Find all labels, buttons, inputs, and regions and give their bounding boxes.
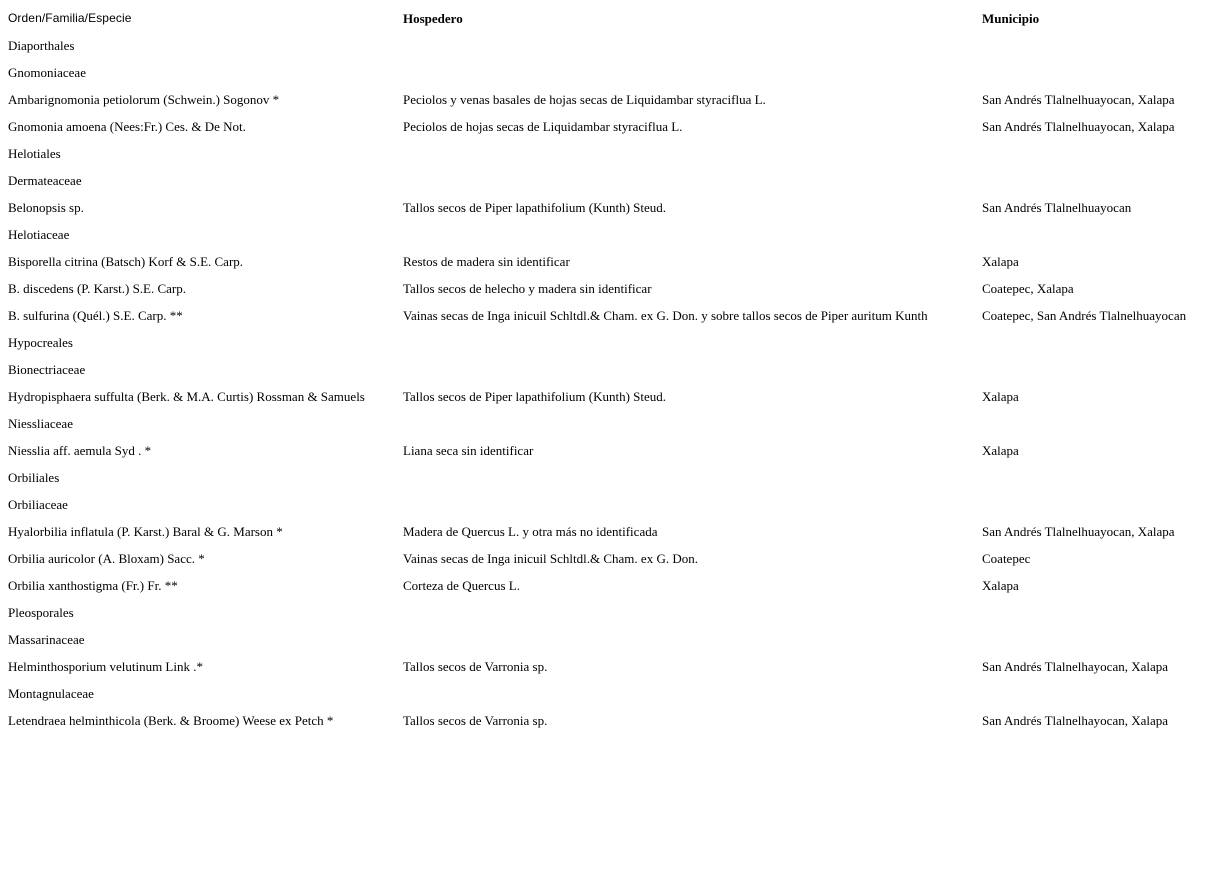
municipality-cell: Xalapa	[982, 254, 1019, 269]
municipality-cell	[982, 464, 1207, 491]
municipality-cell	[982, 599, 1207, 626]
taxon-cell: Ambarignomonia petiolorum (Schwein.) Sogonov *	[8, 92, 280, 107]
table-row	[8, 518, 1207, 545]
table-row	[8, 437, 1207, 464]
host-cell: Vainas secas de Inga inicuil Schltdl.& Cham. ex G. Don.	[403, 551, 698, 566]
host-cell: Tallos secos de Varronia sp.	[403, 659, 548, 674]
table-row	[8, 59, 1207, 86]
taxon-cell: Orbiliaceae	[8, 497, 68, 512]
taxon-cell: Hypocreales	[8, 335, 73, 350]
host-cell: Peciolos de hojas secas de Liquidambar styraciflua L.	[403, 119, 683, 134]
municipality-cell	[982, 626, 1207, 653]
municipality-cell: Xalapa	[982, 578, 1019, 593]
municipality-cell: Xalapa	[982, 443, 1019, 458]
municipality-cell	[982, 329, 1207, 356]
host-cell	[403, 599, 982, 626]
municipality-cell: San Andrés Tlalnelhayocan, Xalapa	[982, 659, 1169, 674]
table-row	[8, 248, 1207, 275]
municipality-cell: Coatepec, San Andrés Tlalnelhuayocan	[982, 308, 1187, 323]
host-cell	[403, 356, 982, 383]
host-cell: Tallos secos de Varronia sp.	[403, 713, 548, 728]
taxon-cell: Gnomoniaceae	[8, 65, 86, 80]
table-row	[8, 545, 1207, 572]
municipality-cell: Xalapa	[982, 389, 1019, 404]
table-row	[8, 410, 1207, 437]
host-cell	[403, 464, 982, 491]
table-row	[8, 140, 1207, 167]
host-cell: Tallos secos de Piper lapathifolium (Kunth) Steud.	[403, 200, 667, 215]
table-row	[8, 653, 1207, 680]
host-cell: Corteza de Quercus L.	[403, 578, 520, 593]
table-row	[8, 167, 1207, 194]
taxon-cell: B. discedens (P. Karst.) S.E. Carp.	[8, 281, 187, 296]
municipality-cell	[982, 356, 1207, 383]
taxon-cell: Diaporthales	[8, 38, 75, 53]
host-cell	[403, 626, 982, 653]
host-cell	[403, 680, 982, 707]
table-row	[8, 86, 1207, 113]
table-row	[8, 599, 1207, 626]
municipality-cell: San Andrés Tlalnelhuayocan, Xalapa	[982, 92, 1175, 107]
municipality-cell: San Andrés Tlalnelhuayocan, Xalapa	[982, 119, 1175, 134]
column-header-host: Hospedero	[403, 11, 463, 26]
municipality-cell: Coatepec	[982, 551, 1031, 566]
table-row	[8, 329, 1207, 356]
taxon-cell: Helotiaceae	[8, 227, 70, 242]
taxon-cell: Orbilia auricolor (A. Bloxam) Sacc. *	[8, 551, 205, 566]
table-row	[8, 113, 1207, 140]
municipality-cell	[982, 221, 1207, 248]
municipality-cell	[982, 410, 1207, 437]
taxon-cell: B. sulfurina (Quél.) S.E. Carp. **	[8, 308, 183, 323]
municipality-cell: San Andrés Tlalnelhuayocan	[982, 200, 1132, 215]
table-row	[8, 356, 1207, 383]
header-row	[8, 5, 1207, 32]
host-cell	[403, 329, 982, 356]
column-header-municipality: Municipio	[982, 11, 1040, 26]
taxon-cell: Helminthosporium velutinum Link .*	[8, 659, 203, 674]
host-cell	[403, 167, 982, 194]
taxon-cell: Hydropisphaera suffulta (Berk. & M.A. Curtis) Rossman & Samuels	[8, 389, 365, 404]
municipality-cell: San Andrés Tlalnelhuayocan, Xalapa	[982, 524, 1175, 539]
municipality-cell: San Andrés Tlalnelhayocan, Xalapa	[982, 713, 1169, 728]
column-header-taxon: Orden/Familia/Especie	[8, 11, 132, 25]
host-cell: Restos de madera sin identificar	[403, 254, 570, 269]
table-row	[8, 221, 1207, 248]
taxon-cell: Helotiales	[8, 146, 61, 161]
taxon-cell: Orbilia xanthostigma (Fr.) Fr. **	[8, 578, 178, 593]
host-cell: Vainas secas de Inga inicuil Schltdl.& Cham. ex G. Don. y sobre tallos secos de Piper auritum Kunth	[403, 308, 928, 323]
taxon-cell: Dermateaceae	[8, 173, 82, 188]
taxon-cell: Montagnulaceae	[8, 686, 94, 701]
municipality-cell	[982, 167, 1207, 194]
taxon-cell: Bionectriaceae	[8, 362, 86, 377]
host-cell	[403, 32, 982, 59]
table-row	[8, 32, 1207, 59]
municipality-cell	[982, 59, 1207, 86]
taxon-cell: Massarinaceae	[8, 632, 85, 647]
taxon-cell: Gnomonia amoena (Nees:Fr.) Ces. & De Not.	[8, 119, 246, 134]
taxon-cell: Belonopsis sp.	[8, 200, 84, 215]
host-cell	[403, 491, 982, 518]
host-cell	[403, 410, 982, 437]
table-row	[8, 680, 1207, 707]
taxon-cell: Pleosporales	[8, 605, 74, 620]
table-row	[8, 275, 1207, 302]
host-cell	[403, 221, 982, 248]
host-cell: Madera de Quercus L. y otra más no identificada	[403, 524, 658, 539]
municipality-cell	[982, 140, 1207, 167]
table-row	[8, 194, 1207, 221]
host-cell: Peciolos y venas basales de hojas secas de Liquidambar styraciflua L.	[403, 92, 766, 107]
host-cell	[403, 59, 982, 86]
municipality-cell	[982, 491, 1207, 518]
host-cell	[403, 140, 982, 167]
table-row	[8, 383, 1207, 410]
table-row	[8, 707, 1207, 734]
taxon-cell: Bisporella citrina (Batsch) Korf & S.E. Carp.	[8, 254, 244, 269]
species-table	[8, 5, 1207, 734]
table-row	[8, 302, 1207, 329]
table-row	[8, 572, 1207, 599]
taxon-cell: Niesslia aff. aemula Syd . *	[8, 443, 152, 458]
table-row	[8, 491, 1207, 518]
taxon-cell: Letendraea helminthicola (Berk. & Broome) Weese ex Petch *	[8, 713, 334, 728]
municipality-cell	[982, 32, 1207, 59]
taxon-cell: Niessliaceae	[8, 416, 73, 431]
municipality-cell	[982, 680, 1207, 707]
host-cell: Tallos secos de Piper lapathifolium (Kunth) Steud.	[403, 389, 667, 404]
table-row	[8, 626, 1207, 653]
municipality-cell: Coatepec, Xalapa	[982, 281, 1074, 296]
host-cell: Liana seca sin identificar	[403, 443, 534, 458]
taxon-cell: Orbiliales	[8, 470, 60, 485]
table-row	[8, 464, 1207, 491]
host-cell: Tallos secos de helecho y madera sin identificar	[403, 281, 652, 296]
taxon-cell: Hyalorbilia inflatula (P. Karst.) Baral & G. Marson *	[8, 524, 283, 539]
